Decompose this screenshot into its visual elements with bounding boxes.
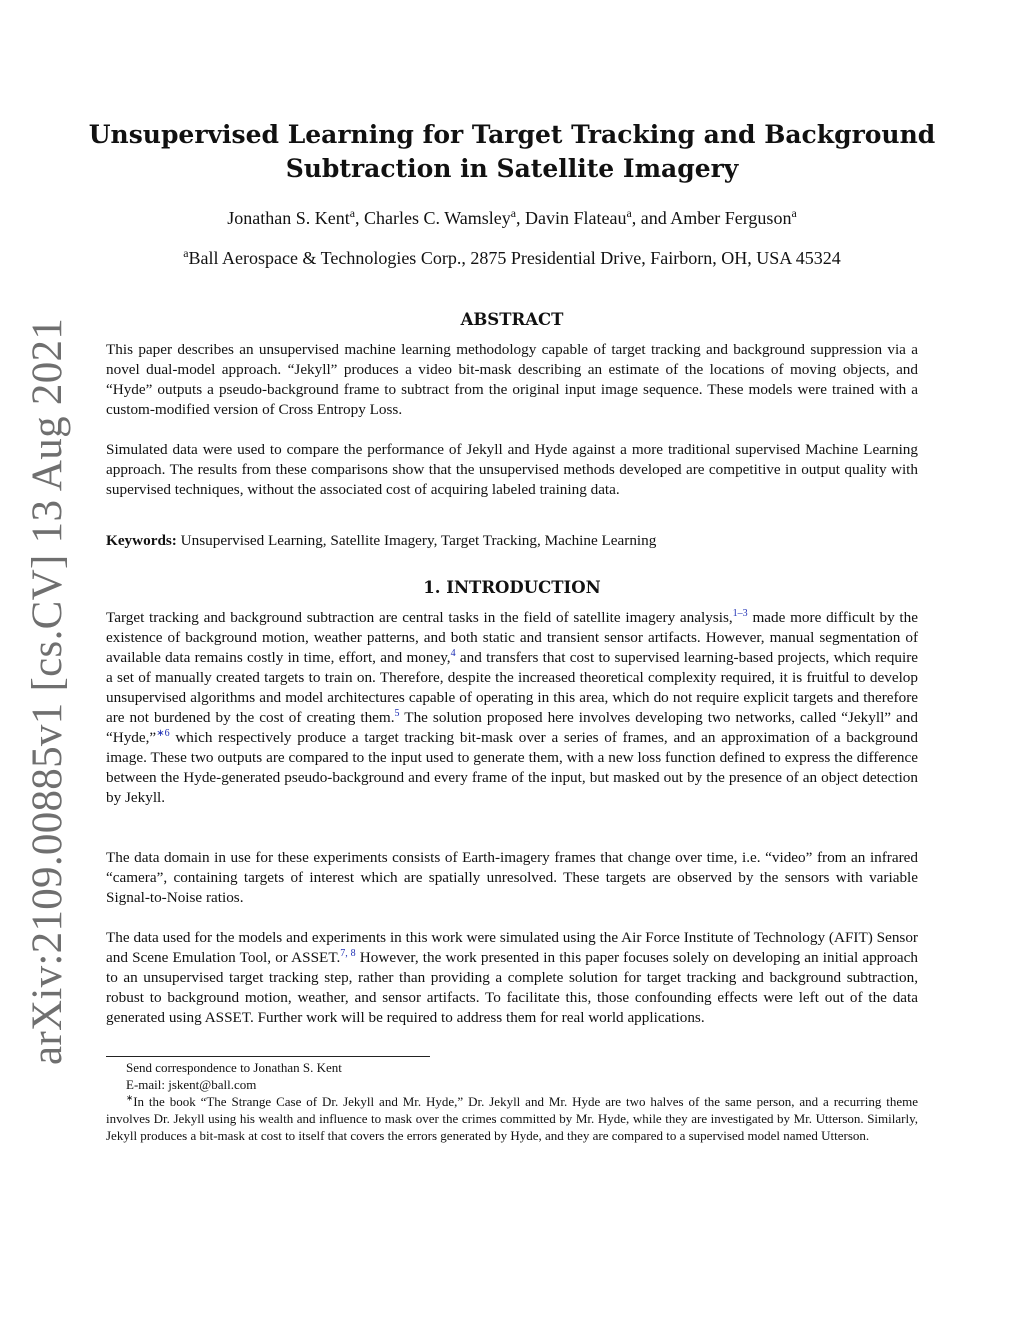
text-run: made more difficult by the existence of background motion, weather patterns, and both static and transient sensor artifacts. However, manual segmentation of available data remains costly in time, effort, and money, — [106, 609, 918, 666]
affiliation-text: Ball Aerospace & Technologies Corp., 2875 Presidential Drive, Fairborn, OH, USA 45324 — [188, 248, 841, 268]
keywords-label: Keywords: — [106, 532, 177, 549]
author-name: Jonathan S. Kent — [227, 208, 350, 228]
affiliation-mark: a — [183, 246, 189, 260]
author-name: Davin Flateau — [525, 208, 627, 228]
citation-link[interactable]: 5 — [394, 707, 400, 719]
correspondence-note: Send correspondence to Jonathan S. Kent — [126, 1060, 342, 1075]
footnote-rule — [106, 1056, 430, 1057]
author-separator: , — [516, 208, 526, 228]
abstract-paragraph-1: This paper describes an unsupervised machine learning methodology capable of target tracking and background suppression via a novel dual-model approach. “Jekyll” produces a video bit-mask describing an estimate of the locations of moving objects, and “Hyde” outputs a pseudo-background frame to subtract from the original input image sequence. These models were trained with a custom-modified version of Cross Entropy Loss. — [106, 341, 918, 418]
affiliation-mark: a — [510, 206, 517, 220]
abstract-heading: ABSTRACT — [460, 310, 564, 329]
keywords — [106, 531, 918, 551]
arxiv-identifier-stamp: arXiv:2109.00885v1 [cs.CV] 13 Aug 2021 — [24, 317, 71, 1065]
author-name: Amber Ferguson — [670, 208, 792, 228]
email-note: E-mail: jskent@ball.com — [126, 1077, 257, 1092]
author-separator: , — [355, 208, 365, 228]
intro-paragraph-2: The data domain in use for these experiments consists of Earth-imagery frames that change over time, i.e. “video” from an infrared “camera”, containing targets of interest which are spatially unresolved. These targets are observed by the sensors with variable Signal-to-Noise ratios. — [106, 849, 918, 906]
title-line-1: Unsupervised Learning for Target Tracking and Background — [88, 120, 936, 149]
affiliation-mark: a — [349, 206, 356, 220]
text-run: which respectively produce a target tracking bit-mask over a series of frames, and an approximation of a background image. These two outputs are compared to the input used to generate them, with a new loss function defined to express the difference between the Hyde-generated pseudo-background and every frame of the input, but masked out by the presence of an object detection by Jekyll. — [106, 729, 918, 806]
author-list — [80, 206, 944, 230]
text-run: The solution proposed here involves developing two networks, called “Jekyll” and “Hyde,” — [106, 709, 918, 746]
title-line-2: Subtraction in Satellite Imagery — [285, 154, 739, 183]
citation-link[interactable]: 7, 8 — [340, 947, 356, 959]
affiliation-mark: a — [791, 206, 797, 220]
footnotes — [106, 1059, 918, 1144]
footnote-citation-link[interactable]: ∗6 — [156, 727, 170, 739]
text-run: However, the work presented in this paper focuses solely on developing an initial approach to an unsupervised target tracking step, rather than providing a complete solution for target tracking and background subtraction, robust to background motion, weather, and sensor artifacts. To facilitate this, those confounding effects were left out of the data generated using ASSET. Further work will be required to address them for real world applications. — [106, 949, 918, 1026]
footnote-mark: ∗ — [126, 1092, 134, 1103]
citation-link[interactable]: 1–3 — [732, 607, 748, 619]
introduction-heading: 1. INTRODUCTION — [423, 578, 601, 597]
author-separator: , and — [631, 208, 671, 228]
footnote-text: In the book “The Strange Case of Dr. Jekyll and Mr. Hyde,” Dr. Jekyll and Mr. Hyde are two halves of the same person, and a recurring theme involves Dr. Jekyll using his wealth and influence to mask over the crimes committed by Mr. Hyde, while they are investigated by Mr. Utterson. Similarly, Jekyll produces a bit-mask at cost to itself that covers the errors generated by Hyde, and they are compared to a supervised model named Utterson. — [106, 1094, 918, 1143]
citation-link[interactable]: 4 — [450, 647, 456, 659]
text-run: The data used for the models and experiments in this work were simulated using the Air Force Institute of Technology (AFIT) Sensor and Scene Emulation Tool, or ASSET. — [106, 929, 918, 966]
affiliation — [80, 246, 944, 270]
affiliation-mark: a — [626, 206, 632, 220]
text-run: and transfers that cost to supervised learning-based projects, which require a set of manually created targets to train on. Therefore, despite the increased theoretical complexity required, it is fruitful to develop unsupervised algorithms and model architectures capable of operating in this area, which do not require explicit targets and therefore are not burdened by the cost of creating them. — [106, 649, 918, 726]
paper-title — [80, 118, 944, 186]
abstract-paragraph-2: Simulated data were used to compare the performance of Jekyll and Hyde against a more traditional supervised Machine Learning approach. The results from these comparisons show that the unsupervised methods developed are competitive in output quality with supervised techniques, without the associated cost of acquiring labeled training data. — [106, 441, 918, 498]
intro-paragraph-3 — [106, 928, 918, 1028]
keywords-text: Unsupervised Learning, Satellite Imagery, Target Tracking, Machine Learning — [180, 532, 657, 549]
text-run: Target tracking and background subtraction are central tasks in the field of satellite imagery analysis, — [106, 609, 733, 626]
author-name: Charles C. Wamsley — [364, 208, 511, 228]
intro-paragraph-1 — [106, 608, 918, 808]
jekyll-hyde-footnote — [106, 1093, 918, 1144]
